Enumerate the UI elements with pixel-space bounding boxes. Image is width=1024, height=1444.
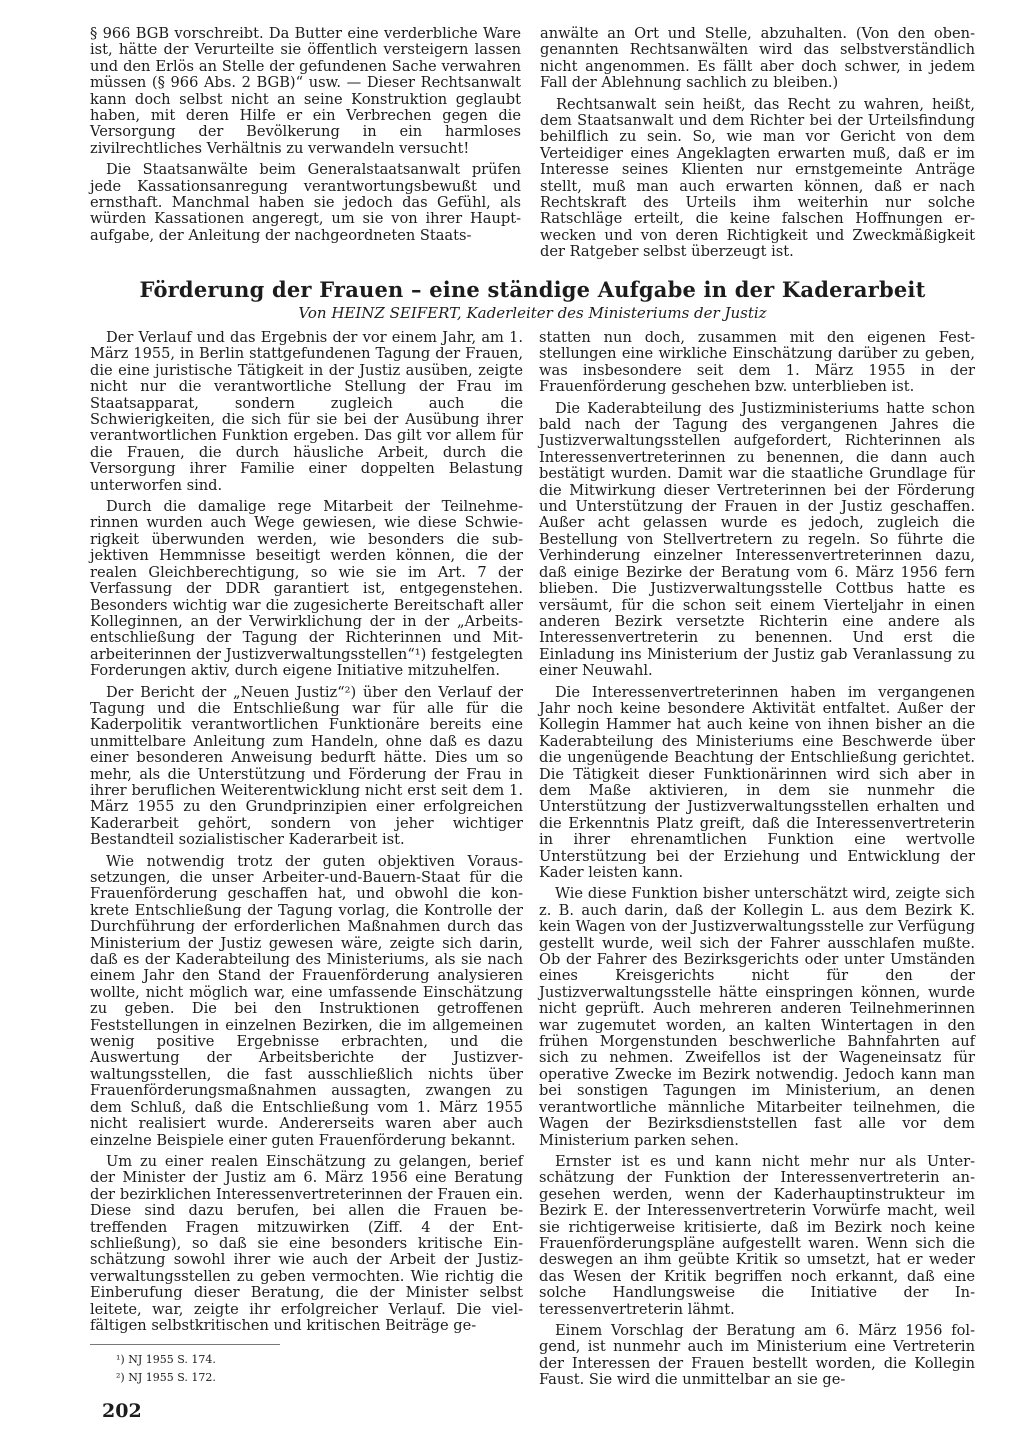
article-left-column: [90, 330, 523, 1387]
paragraph: § 966 BGB vorschreibt. Da Butter eine verderbliche Ware ist, hätte der Verurteilte sie öffentlich versteigern lassen und den Erlös an Stelle der gefundenen Sache verwahren müssen (§ 966 Abs. 2 BGB)“ usw. — Dieser Rechtsanwalt kann doch selbst nicht an seine Konstruktion geglaubt haben, mit deren Hilfe er ein Verbrechen gegen die Versorgung der Bevölkerung in ein harmloses zivilrechtliches Verhältnis zu verwandeln versucht!: [90, 25, 521, 157]
top-left-column: [90, 26, 521, 249]
paragraph: Der Bericht der „Neuen Justiz“²) über den Verlauf der Tagung und die Entschließung war für alle für die Kaderpolitik verantwortlichen Funktionäre bereits eine unmittelbare Anleitung zum Handeln, ohne daß es dazu einer besonderen Anweisung bedurft hätte. Dies um so mehr, als die Unterstützung und Förderung der Frau in ihrer beruflichen Weiterentwicklung nicht erst seit dem 1. März 1955 zu den Grundprinzipien einer erfolgreichen Kaderarbeit gehört, sondern von jeher wichtiger Bestandteil sozialistischer Kaderarbeit ist.: [90, 683, 523, 849]
paragraph: Rechtsanwalt sein heißt, das Recht zu wahren, heißt, dem Staatsanwalt und dem Richter bei der Urteilsfindung behilflich zu sein. So, wie man vor Gericht von dem Verteidiger eines Angeklagten erwarten muß, daß er im Interesse seines Klienten nur ernstgemeinte Anträge stellt, muß man auch erwarten können, daß er nach Rechtskraft des Urteils ihm weiterhin nur solche Ratschläge erteilt, die keine falschen Hoffnungen erwecken und von deren Richtigkeit und Zweckmäßigkeit der Ratgeber selbst überzeugt ist.: [540, 95, 975, 261]
paragraph: Die Kaderabteilung des Justizministeriums hatte schon bald nach der Tagung des vergangenen Jahres die Justizverwaltungsstellen aufgefordert, Richterinnen als Interessenvertreterinnen zu benennen, die dann auch bestätigt wurden. Damit war die staatliche Grundlage für die Mitwirkung dieser Vertreterinnen bei der Förderung und Unterstützung der Frauen in der Justiz geschaffen. Außer acht gelassen wurde es jedoch, zugleich die Bestellung von Stellvertretern zu regeln. So führte die Verhinderung einzelner Interessenvertreterinnen dazu, daß einige Bezirke der Beratung vom 6. März 1956 fern blieben. Die Justizverwaltungsstelle Cottbus hatte es versäumt, für die schon seit einem Vierteljahr in einen anderen Bezirk versetzte Richterin eine andere als Interessenvertreterin zu benennen. Und erst die Einladung ins Ministerium der Justiz gab Veranlassung zu einer Neuwahl.: [539, 399, 975, 680]
paragraph: Wie notwendig trotz der guten objektiven Voraussetzungen, die unser Arbeiter-und-Bauern-Staat für die Frauenförderung geschaffen hat, und obwohl die konkrete Entschließung der Tagung vorlag, die Kontrolle der Durchführung der erforderlichen Maßnahmen durch das Ministerium der Justiz gewesen wäre, zeigte sich darin, daß es der Kaderabteilung des Ministeriums, als sie nach einem Jahr den Stand der Frauenförderung analysieren wollte, nicht möglich war, eine umfassende Einschätzung zu geben. Die bei den Instruktionen getroffenen Feststellungen in einzelnen Bezirken, die im allgemeinen wenig positive Ergebnisse erbrachten, und die Auswertung der Arbeitsberichte der Justizverwaltungsstellen, die fast ausschließlich nichts über Frauenförderungsmaßnahmen aussagten, zwangen zu dem Schluß, daß die Entschließung vom 1. März 1955 nicht realisiert wurde. Andererseits waren aber auch einzelne Beispiele einer guten Frauenförderung bekannt.: [90, 852, 523, 1149]
article-title: Förderung der Frauen – eine ständige Aufgabe in der Kaderarbeit: [139, 277, 926, 302]
page-number: 202: [102, 1400, 142, 1422]
paragraph: Um zu einer realen Einschätzung zu gelangen, berief der Minister der Justiz am 6. März 1956 eine Beratung der bezirklichen Interessenvertreterinnen der Frauen ein. Diese sind dazu berufen, bei allen die Frauen betreffenden Fragen mitzuwirken (Ziff. 4 der Entschließung), so daß sie eine besonders kritische Einschätzung sowohl ihrer wie auch der Arbeit der Justizverwaltungsstellen zu geben vermochten. Wie richtig die Einberufung dieser Beratung, die der Minister selbst leitete, war, zeigte ihr erfolgreicher Verlauf. Die vielfältigen selbstkritischen und kritischen Beiträge ge-: [90, 1152, 523, 1334]
paragraph: Der Verlauf und das Ergebnis der vor einem Jahr, am 1. März 1955, in Berlin stattgefundenen Tagung der Frauen, die eine juristische Tätigkeit in der Justiz ausüben, zeigte nicht nur die verantwortliche Stellung der Frau im Staatsapparat, sondern zugleich auch die Schwierigkeiten, die sich für sie bei der Ausübung ihrer verantwortlichen Funktion ergeben. Das gilt vor allem für die Frauen, die durch häusliche Arbeit, durch die Versorgung ihrer Familie einer doppelten Belastung unterworfen sind.: [90, 329, 523, 494]
paragraph: Einem Vorschlag der Beratung am 6. März 1956 folgend, ist nunmehr auch im Ministerium eine Vertreterin der Interessen der Frauen bestellt worden, die Kollegin Faust. Sie wird die unmittelbar an sie ge-: [539, 1321, 975, 1389]
footnotes: [90, 1344, 280, 1387]
paragraph: statten nun doch, zusammen mit den eigenen Feststellungen eine wirkliche Einschätzung darüber zu geben, was insbesondere seit dem 1. März 1955 in der Frauenförderung geschehen bzw. unterblieben ist.: [539, 329, 975, 396]
paragraph: Die Interessenvertreterinnen haben im vergangenen Jahr noch keine besondere Aktivität entfaltet. Außer der Kollegin Hammer hat auch keine von ihnen bisher an die Kaderabteilung des Ministeriums eine Beschwerde über die ungenügende Beachtung der Entschließung gerichtet. Die Tätigkeit dieser Funktionärinnen wird sich aber in dem Maße aktivieren, in dem sie nunmehr die Unterstützung der Justizverwaltungsstellen erhalten und die Erkenntnis Platz greift, daß die Interessenvertreterin in ihrer ehrenamtlichen Funktion eine wertvolle Unterstützung bei der Erziehung und Entwicklung der Kader leisten kann.: [539, 683, 975, 881]
paragraph: Die Staatsanwälte beim Generalstaatsanwalt prüfen jede Kassationsanregung verantwortungsbewußt und ernsthaft. Manchmal haben sie jedoch das Gefühl, als würden Kassationen angeregt, um sie von ihrer Hauptaufgabe, der Anleitung der nachgeordneten Staats-: [90, 161, 521, 244]
footnote: ²) NJ 1955 S. 172.: [116, 1371, 216, 1385]
top-right-column: [540, 26, 975, 266]
paragraph: Durch die damalige rege Mitarbeit der Teilnehmerinnen wurden auch Wege gewiesen, wie diese Schwierigkeit überwunden werden, wie besonders die subjektiven Hemmnisse beseitigt werden können, die der realen Gleichberechtigung, so wie sie im Art. 7 der Verfassung der DDR garantiert ist, entgegenstehen. Besonders wichtig war die zugesicherte Bereitschaft aller Kolleginnen, an der Verwirklichung der in der „Arbeitsentschließung der Tagung der Richterinnen und Mitarbeiterinnen der Justizverwaltungsstellen“¹) festgelegten Forderungen aktiv, durch eigene Initiative mitzuhelfen.: [90, 498, 523, 680]
paragraph: Ernster ist es und kann nicht mehr nur als Unterschätzung der Funktion der Interessenvertreterin angesehen werden, wenn der Kaderhauptinstrukteur im Bezirk E. der Interessenvertreterin Vorwürfe macht, weil sie richtigerweise kritisierte, daß im Bezirk noch keine Frauenförderungspläne aufgestellt waren. Wenn sich die deswegen an ihm geübte Kritik so umsetzt, hat er weder das Wesen der Kritik begriffen noch erkannt, daß eine solche Handlungsweise die Initiative der Interessenvertreterin lähmt.: [539, 1152, 975, 1318]
paragraph: Wie diese Funktion bisher unterschätzt wird, zeigte sich z. B. auch darin, daß der Kollegin L. aus dem Bezirk K. kein Wagen von der Justizverwaltungsstelle zur Verfügung gestellt wurde, weil sich der Fahrer ausschlafen mußte. Ob der Fahrer des Bezirksgerichts oder unter Umständen eines Kreisgerichts nicht für den der Justizverwaltungsstelle hätte einspringen können, wurde nicht geprüft. Auch mehreren anderen Teilnehmerinnen war zugemutet worden, an kalten Wintertagen in den frühen Morgenstunden beschwerliche Bahnfahrten auf sich zu nehmen. Zweifellos ist der Wageneinsatz für operative Zwecke im Bezirk notwendig. Jedoch kann man bei sonstigen Tagungen im Ministerium, an denen verantwortliche männliche Mitarbeiter teilnehmen, die Wagen der Bezirksdienststellen fast alle vor dem Ministerium parken sehen.: [539, 885, 975, 1149]
paragraph: anwälte an Ort und Stelle, abzuhalten. (Von den obengenannten Rechtsanwälten wird das selbstverständlich nicht angenommen. Es fällt aber doch schwer, in jedem Fall der Ablehnung sachlich zu bleiben.): [540, 25, 975, 92]
article-right-column: [539, 330, 975, 1394]
article-byline: Von HEINZ SEIFERT, Kaderleiter des Ministeriums der Justiz: [298, 304, 767, 322]
footnote: ¹) NJ 1955 S. 174.: [116, 1353, 216, 1367]
